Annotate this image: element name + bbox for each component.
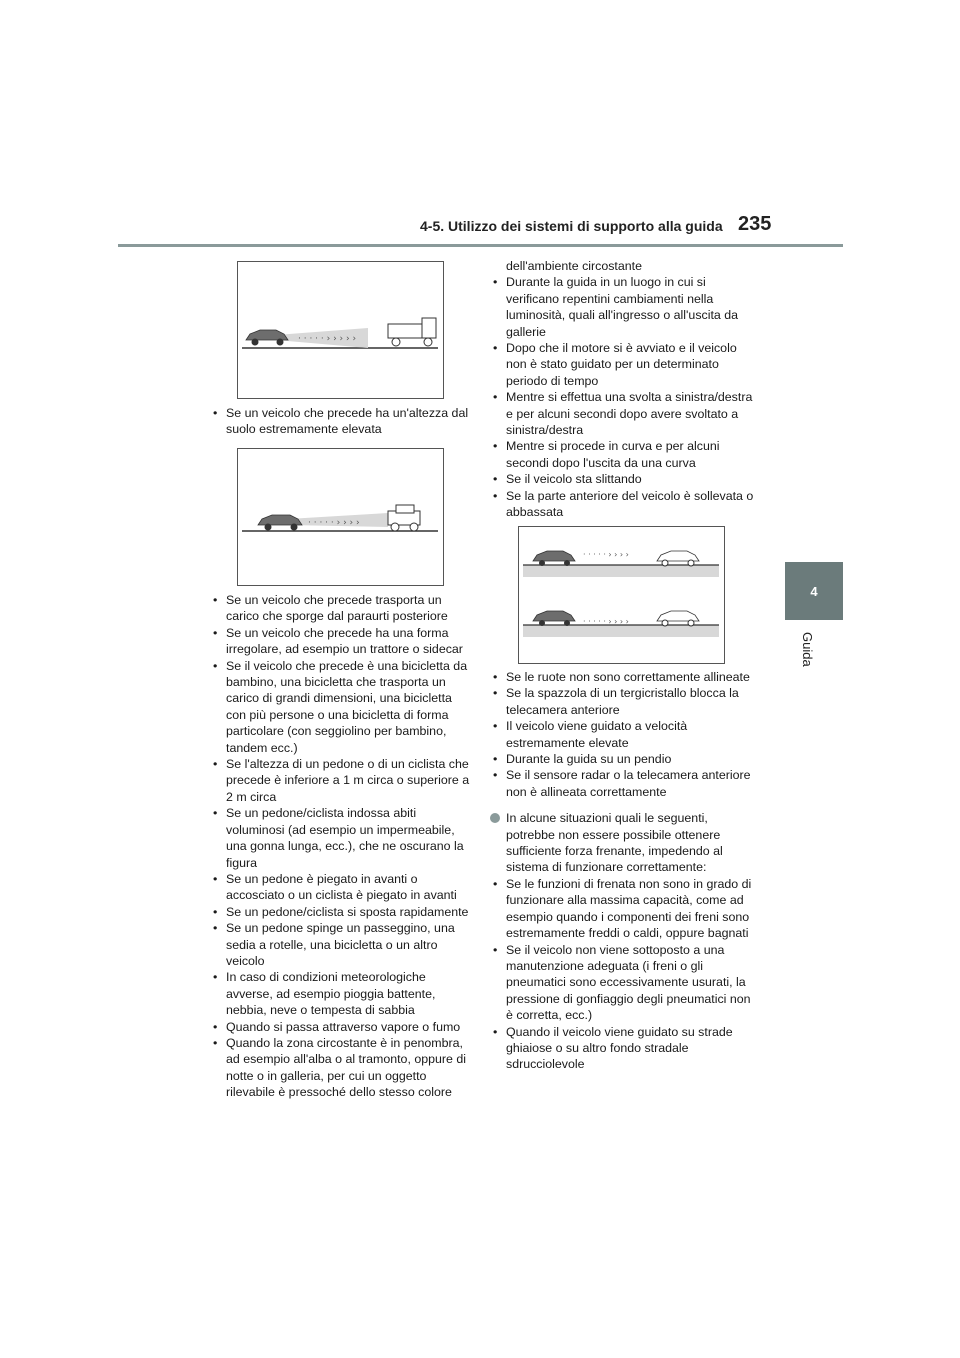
right-list-top bbox=[490, 258, 754, 521]
svg-text:· · · · · › › › › ›: · · · · · › › › › › bbox=[298, 334, 357, 344]
list-item: • Se la spazzola di un tergicristallo blocca la telecamera anteriore bbox=[490, 685, 754, 718]
list-item: • Quando si passa attraverso vapore o fumo bbox=[210, 1019, 472, 1035]
list-item: • Se un pedone è piegato in avanti o accosciato o un ciclista è piegato in avanti bbox=[210, 871, 472, 904]
list-item: • Se un pedone/ciclista si sposta rapidamente bbox=[210, 904, 472, 920]
figure-overhanging-load bbox=[237, 448, 444, 586]
list-item: • Mentre si procede in curva e per alcuni secondi dopo l'uscita da una curva bbox=[490, 438, 754, 471]
header-rule bbox=[118, 244, 843, 247]
list-item: • Quando il veicolo viene guidato su strade ghiaiose o su altro fondo stradale sdrucciolevole bbox=[490, 1024, 754, 1073]
chapter-tab bbox=[785, 562, 843, 620]
list-item: • Se l'altezza di un pedone o di un ciclista che precede è inferiore a 1 m circa o superiore a 2 m circa bbox=[210, 756, 472, 805]
list-item: • Dopo che il motore si è avviato e il veicolo non è stato guidato per un determinato periodo di tempo bbox=[490, 340, 754, 389]
left-caption-1 bbox=[210, 405, 472, 438]
list-item: • Se le ruote non sono correttamente allineate bbox=[490, 669, 754, 685]
chapter-label: Guida bbox=[800, 632, 815, 667]
list-item: • Se le funzioni di frenata non sono in grado di funzionare alla massima capacità, come ad esempio quando i componenti dei freni sono estremamente freddi o caldi, oppure bagnati bbox=[490, 876, 754, 942]
list-item: • Se il veicolo che precede è una bicicletta da bambino, una bicicletta che trasporta un carico di grandi dimensioni, una bicicletta con più persone o una bicicletta di forma particolare (con seggiolino per bambino, tandem ecc.) bbox=[210, 658, 472, 756]
list-item: • Se un pedone spinge un passeggino, una sedia a rotelle, una bicicletta o un altro veicolo bbox=[210, 920, 472, 969]
list-item: • Mentre si effettua una svolta a sinistra/destra e per alcuni secondi dopo avere svoltato a sinistra/destra bbox=[490, 389, 754, 438]
list-item: • Se un veicolo che precede ha una forma irregolare, ad esempio un trattore o sidecar bbox=[210, 625, 472, 658]
list-item: • Durante la guida in un luogo in cui si verificano repentini cambiamenti nella luminosità, quali all'ingresso o all'uscita da gallerie bbox=[490, 274, 754, 340]
section-title: 4-5. Utilizzo dei sistemi di supporto alla guida bbox=[420, 218, 723, 234]
illustration-suv-load bbox=[238, 449, 443, 585]
illustration-truck bbox=[238, 262, 443, 398]
figure-high-clearance-truck bbox=[237, 261, 444, 399]
note-paragraph bbox=[490, 810, 754, 876]
list-item: • Quando la zona circostante è in penombra, ad esempio all'alba o al tramonto, oppure di notte o in galleria, per cui un oggetto rilevabile è pressoché dello stesso colore bbox=[210, 1035, 472, 1101]
illustration-pitch bbox=[519, 527, 724, 663]
list-item: • Se un pedone/ciclista indossa abiti voluminosi (ad esempio un impermeabile, una gonna lunga, ecc.), che ne oscurano la figura bbox=[210, 805, 472, 871]
list-item: • Se un veicolo che precede ha un'altezza dal suolo estremamente elevata bbox=[210, 405, 472, 438]
svg-text:· · · · · › › › ›: · · · · · › › › › bbox=[308, 518, 360, 528]
list-item-continuation: dell'ambiente circostante bbox=[506, 259, 642, 273]
note-text: In alcune situazioni quali le seguenti, potrebbe non essere possibile ottenere sufficiente forza frenante, impedendo al sistema di funzionare correttamente: bbox=[506, 811, 723, 875]
page-number: 235 bbox=[738, 213, 772, 235]
list-item: • Se la parte anteriore del veicolo è sollevata o abbassata bbox=[490, 488, 754, 521]
list-item: • Durante la guida su un pendio bbox=[490, 751, 754, 767]
figure-vehicle-pitch bbox=[518, 526, 725, 664]
right-list-bottom bbox=[490, 669, 754, 1073]
svg-text:· · · · · › › › ›: · · · · · › › › › bbox=[583, 550, 629, 559]
list-item: • Se il veicolo non viene sottoposto a una manutenzione adeguata (i freni o gli pneumatici sono eccessivamente usurati, la pressione di gonfiaggio degli pneumatici non è corretta, ecc.) bbox=[490, 942, 754, 1024]
svg-text:· · · · · › › › ›: · · · · · › › › › bbox=[583, 617, 629, 626]
list-item: • Se il veicolo sta slittando bbox=[490, 471, 754, 487]
chapter-number: 4 bbox=[810, 583, 818, 599]
list-item: • Se un veicolo che precede trasporta un carico che sporge dal paraurti posteriore bbox=[210, 592, 472, 625]
list-item: • Il veicolo viene guidato a velocità estremamente elevate bbox=[490, 718, 754, 751]
list-item: • Se il sensore radar o la telecamera anteriore non è allineata correttamente bbox=[490, 767, 754, 800]
list-item: • In caso di condizioni meteorologiche avverse, ad esempio pioggia battente, nebbia, neve o tempesta di sabbia bbox=[210, 969, 472, 1018]
note-bullet-icon bbox=[490, 813, 500, 823]
left-list bbox=[210, 592, 472, 1101]
